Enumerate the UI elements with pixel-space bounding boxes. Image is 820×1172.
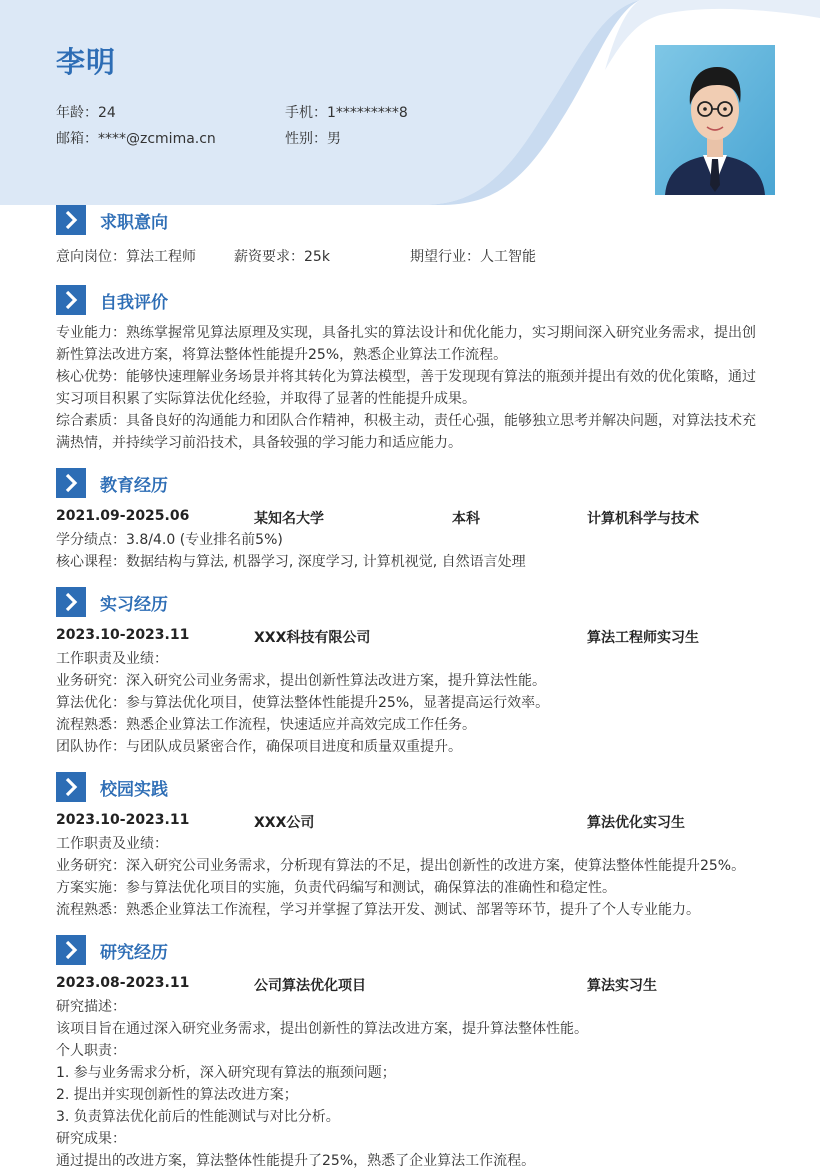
chevron-right-icon: [56, 285, 86, 315]
campus-role: 算法优化实习生: [587, 815, 685, 831]
list-item: 个人职责：: [56, 1043, 126, 1059]
list-item: 通过提出的改进方案，算法整体性能提升了25%，熟悉了企业算法工作流程。: [56, 1153, 536, 1169]
section-title: 求职意向: [100, 212, 168, 233]
education-gpa: 学分绩点：3.8/4.0 (专业排名前5%): [56, 532, 283, 548]
profile-photo: [655, 45, 775, 195]
list-item: 3. 负责算法优化前后的性能测试与对比分析。: [56, 1109, 340, 1125]
education-degree: 本科: [452, 511, 480, 527]
chevron-right-icon: [56, 205, 86, 235]
chevron-right-icon: [56, 468, 86, 498]
self-eval-paragraph: 专业能力：熟练掌握常见算法原理及实现，具备扎实的算法设计和优化能力，实习期间深入研究业务需求，提出创新性算法改进方案，将算法整体性能提升25%，熟悉企业算法工作流程。: [56, 325, 756, 363]
list-item: 流程熟悉：熟悉企业算法工作流程，快速适应并高效完成工作任务。: [56, 717, 476, 733]
list-item: 流程熟悉：熟悉企业算法工作流程，学习并掌握了算法开发、测试、部署等环节，提升了个人专业能力。: [56, 902, 700, 918]
list-item: 工作职责及业绩：: [56, 651, 168, 667]
research-role: 算法实习生: [587, 978, 657, 994]
section-title: 实习经历: [100, 594, 168, 615]
intent-salary: 薪资要求：25k: [234, 249, 330, 265]
campus-company: XXX公司: [254, 815, 315, 831]
section-header-research: [56, 935, 168, 965]
chevron-right-icon: [56, 935, 86, 965]
age-field: 年龄：24: [56, 105, 116, 121]
campus-date: 2023.10-2023.11: [56, 812, 190, 828]
intent-industry: 期望行业：人工智能: [410, 249, 536, 265]
section-header-education: [56, 468, 168, 498]
self-eval-paragraph: 综合素质：具备良好的沟通能力和团队合作精神，积极主动，责任心强，能够独立思考并解决问题，对算法技术充满热情，并持续学习前沿技术，具备较强的学习能力和适应能力。: [56, 413, 756, 451]
gender-field: 性别：男: [285, 131, 341, 147]
list-item: 2. 提出并实现创新性的算法改进方案；: [56, 1087, 298, 1103]
internship-date: 2023.10-2023.11: [56, 627, 190, 643]
section-header-campus: [56, 772, 168, 802]
list-item: 方案实施：参与算法优化项目的实施，负责代码编写和测试，确保算法的准确性和稳定性。: [56, 880, 616, 896]
chevron-right-icon: [56, 772, 86, 802]
candidate-name: 李明: [56, 45, 117, 79]
section-title: 校园实践: [100, 779, 168, 800]
section-header-self-eval: [56, 285, 168, 315]
section-title: 教育经历: [100, 475, 168, 496]
chevron-right-icon: [56, 587, 86, 617]
list-item: 研究成果：: [56, 1131, 126, 1147]
phone-field: 手机：1*********8: [285, 105, 408, 121]
section-header-intent: [56, 205, 168, 235]
section-title: 自我评价: [100, 292, 168, 313]
list-item: 算法优化：参与算法优化项目，使算法整体性能提升25%，显著提高运行效率。: [56, 695, 550, 711]
internship-role: 算法工程师实习生: [587, 630, 699, 646]
education-courses: 核心课程：数据结构与算法, 机器学习, 深度学习, 计算机视觉, 自然语言处理: [56, 554, 526, 570]
list-item: 1. 参与业务需求分析，深入研究现有算法的瓶颈问题；: [56, 1065, 396, 1081]
education-school: 某知名大学: [254, 511, 324, 527]
education-major: 计算机科学与技术: [587, 511, 699, 527]
list-item: 工作职责及业绩：: [56, 836, 168, 852]
list-item: 该项目旨在通过深入研究业务需求，提出创新性的算法改进方案，提升算法整体性能。: [56, 1021, 588, 1037]
education-date: 2021.09-2025.06: [56, 508, 190, 524]
email-field: 邮箱：****@zcmima.cn: [56, 131, 216, 147]
list-item: 团队协作：与团队成员紧密合作，确保项目进度和质量双重提升。: [56, 739, 462, 755]
intent-position: 意向岗位：算法工程师: [56, 249, 196, 265]
internship-company: XXX科技有限公司: [254, 630, 371, 646]
list-item: 研究描述：: [56, 999, 126, 1015]
list-item: 业务研究：深入研究公司业务需求，分析现有算法的不足，提出创新性的改进方案，使算法整体性能提升25%。: [56, 858, 746, 874]
list-item: 业务研究：深入研究公司业务需求，提出创新性算法改进方案，提升算法性能。: [56, 673, 546, 689]
section-header-internship: [56, 587, 168, 617]
research-date: 2023.08-2023.11: [56, 975, 190, 991]
self-eval-paragraph: 核心优势：能够快速理解业务场景并将其转化为算法模型，善于发现现有算法的瓶颈并提出有效的优化策略，通过实习项目积累了实际算法优化经验，并取得了显著的性能提升成果。: [56, 369, 756, 407]
section-title: 研究经历: [100, 942, 168, 963]
research-project: 公司算法优化项目: [254, 978, 366, 994]
